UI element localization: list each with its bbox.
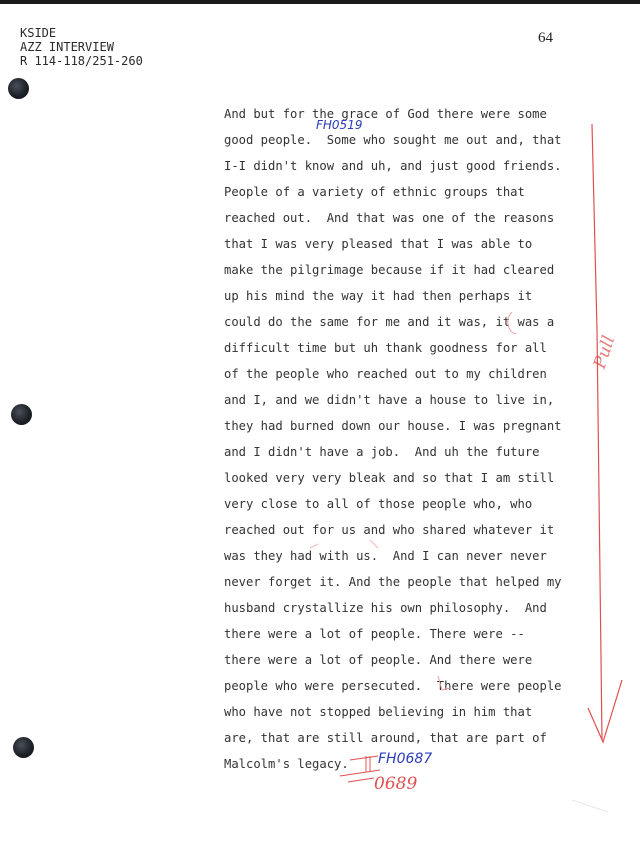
annotation-margin-scribble: Pull: [590, 333, 620, 372]
transcript-line: and I, and we didn't have a house to live in,: [224, 393, 555, 407]
transcript-line: who have not stopped believing in him that: [224, 705, 533, 719]
transcript-line: difficult time but uh thank goodness for all: [224, 341, 547, 355]
transcript-line: of the people who reached out to my children: [224, 367, 547, 381]
red-end-bracket: [340, 756, 380, 782]
transcript-line: People of a variety of ethnic groups that: [224, 185, 525, 199]
transcript-line: reached out for us and who shared whatever it: [224, 523, 555, 537]
annotation-fh0519: FH0519: [316, 118, 363, 132]
transcript-line: they had burned down our house. I was pregnant: [224, 419, 562, 433]
red-arrowhead: [588, 680, 622, 742]
header-line-3: R 114-118/251-260: [20, 54, 143, 68]
transcript-line: people who were persecuted. There were people: [224, 679, 562, 693]
transcript-line: that I was very pleased that I was able to: [224, 237, 533, 251]
transcript-line: I-I didn't know and uh, and just good friends.: [224, 159, 562, 173]
transcript-line: reached out. And that was one of the reasons: [224, 211, 555, 225]
transcript-line: looked very very bleak and so that I am still: [224, 471, 555, 485]
transcript-line: never forget it. And the people that helped my: [224, 575, 562, 589]
transcript-line: are, that are still around, that are part of: [224, 731, 547, 745]
faint-red-mark-2: [438, 676, 450, 690]
transcript-line: there were a lot of people. There were --: [224, 627, 525, 641]
transcript-line: up his mind the way it had then perhaps it: [224, 289, 533, 303]
header-line-1: KSIDE: [20, 26, 57, 40]
red-vertical-arrow-line: [592, 124, 602, 740]
faint-red-mark-1: [508, 312, 516, 334]
annotation-fh0687: FH0687: [378, 751, 433, 767]
transcript-line: husband crystallize his own philosophy. And: [224, 601, 547, 615]
transcript-line: make the pilgrimage because if it had cleared: [224, 263, 555, 277]
page-number: 64: [538, 30, 553, 46]
annotation-0689: 0689: [374, 774, 418, 794]
transcript-line: very close to all of those people who, who: [224, 497, 533, 511]
faint-red-mark-3: [310, 540, 378, 548]
faint-gray-mark: [572, 800, 608, 812]
transcript-line: and I didn't have a job. And uh the future: [224, 445, 540, 459]
transcript-line: was they had with us. And I can never never: [224, 549, 547, 563]
transcript-line: Malcolm's legacy.: [224, 757, 349, 771]
transcript-line: And but for the grace of God there were some: [224, 107, 547, 121]
transcript-line: good people. Some who sought me out and, that: [224, 133, 562, 147]
transcript-line: there were a lot of people. And there were: [224, 653, 533, 667]
header-line-2: AZZ INTERVIEW: [20, 40, 114, 54]
transcript-line: could do the same for me and it was, it was a: [224, 315, 555, 329]
